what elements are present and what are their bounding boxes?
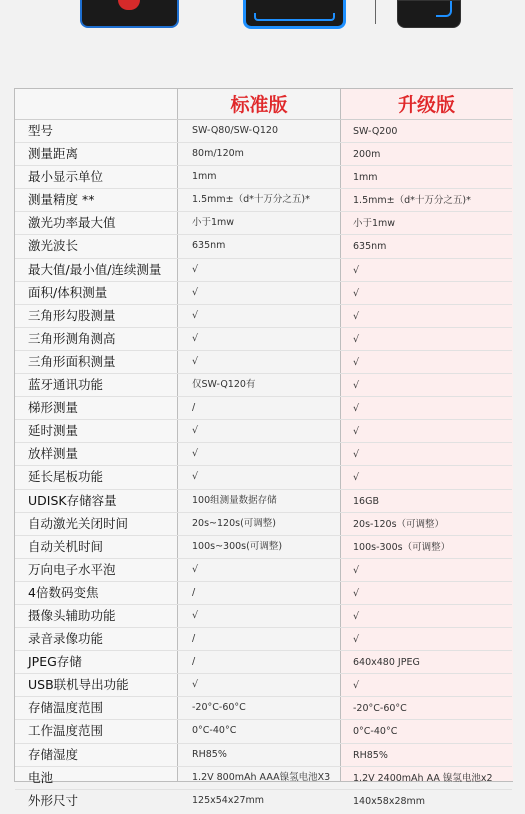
spec-row: [15, 328, 512, 351]
spec-label: 梯形测量: [28, 400, 79, 416]
standard-value: 80m/120m: [192, 148, 244, 160]
spec-label: 三角形勾股测量: [28, 307, 116, 323]
upgrade-value: √: [353, 449, 360, 461]
spec-row: [15, 536, 512, 559]
spec-label: 存储湿度: [28, 746, 79, 762]
upgrade-value: 640x480 JPEG: [353, 657, 420, 669]
spec-label: 最大值/最小值/连续测量: [28, 261, 162, 277]
standard-value: 仅SW-Q120有: [192, 379, 256, 391]
upgrade-value: 635nm: [353, 241, 387, 253]
spec-label: 万向电子水平泡: [28, 561, 116, 577]
standard-value: √: [192, 448, 199, 460]
spec-row: [15, 212, 512, 235]
spec-rows: [15, 120, 512, 812]
upgrade-value: 140x58x28mm: [353, 795, 426, 807]
spec-label: 自动激光关闭时间: [28, 515, 129, 531]
product-images-strip: [0, 0, 525, 40]
device-image-1: [80, 0, 179, 28]
upgrade-value: 20s-120s（可调整）: [353, 518, 445, 530]
standard-value: /: [192, 586, 196, 598]
standard-value: /: [192, 402, 196, 414]
upgrade-value: √: [353, 564, 360, 576]
spec-row: [15, 235, 512, 258]
standard-header: 标准版: [230, 94, 288, 116]
spec-label: 激光功率最大值: [28, 215, 116, 231]
standard-value: 小于1mw: [192, 217, 235, 229]
spec-row: [15, 559, 512, 582]
upgrade-value: 1.5mm±（d*十万分之五)*: [353, 195, 471, 207]
upgrade-value: RH85%: [353, 749, 388, 761]
upgrade-value: √: [353, 426, 360, 438]
spec-label: 面积/体积测量: [28, 284, 108, 300]
standard-value: 1.2V 800mAh AAA镍氢电池X3: [192, 771, 331, 783]
standard-value: √: [192, 355, 199, 367]
spec-label: 外形尺寸: [28, 792, 79, 808]
spec-comparison-table: [14, 88, 513, 808]
standard-value: 100s~300s(可调整): [192, 540, 283, 552]
spec-label: 三角形面积测量: [28, 353, 116, 369]
standard-value: √: [192, 425, 199, 437]
upgrade-value: √: [353, 333, 360, 345]
upgrade-value: √: [353, 310, 360, 322]
upgrade-value: 0°C-40°C: [353, 726, 398, 738]
standard-value: /: [192, 656, 196, 668]
standard-value: √: [192, 286, 199, 298]
spec-label: 工作温度范围: [28, 723, 104, 739]
upgrade-value: √: [353, 610, 360, 622]
spec-row: [15, 651, 512, 674]
spec-label: 延时测量: [28, 423, 79, 439]
standard-value: 125x54x27mm: [192, 794, 265, 806]
standard-value: -20°C-60°C: [192, 702, 246, 714]
upgrade-value: √: [353, 587, 360, 599]
spec-row: [15, 466, 512, 489]
upgrade-value: √: [353, 403, 360, 415]
upgrade-value: √: [353, 680, 360, 692]
spec-row: [15, 120, 512, 143]
spec-row: [15, 720, 512, 743]
spec-row: [15, 697, 512, 720]
spec-label: 测量距离: [28, 146, 79, 162]
upgrade-value: √: [353, 356, 360, 368]
spec-row: [15, 420, 512, 443]
spec-label: 录音录像功能: [28, 631, 104, 647]
upgrade-value: √: [353, 380, 360, 392]
standard-value: √: [192, 309, 199, 321]
spec-row: [15, 744, 512, 767]
spec-row: [15, 351, 512, 374]
spec-label: 最小显示单位: [28, 169, 104, 185]
standard-value: 1mm: [192, 171, 217, 183]
spec-row: [15, 628, 512, 651]
spec-row: [15, 790, 512, 812]
spec-row: [15, 443, 512, 466]
device-image-3: [397, 0, 461, 28]
spec-row: [15, 259, 512, 282]
spec-row: [15, 282, 512, 305]
upgrade-value: 1.2V 2400mAh AA 镍氢电池x2: [353, 772, 493, 784]
spec-label: 放样测量: [28, 446, 79, 462]
spec-label: USB联机导出功能: [28, 677, 129, 693]
standard-value: RH85%: [192, 748, 227, 760]
spec-label: 三角形测角测高: [28, 330, 116, 346]
standard-value: 0°C-40°C: [192, 725, 237, 737]
spec-row: [15, 305, 512, 328]
upgrade-value: 200m: [353, 149, 381, 161]
upgrade-value: √: [353, 634, 360, 646]
upgrade-value: 小于1mw: [353, 218, 396, 230]
standard-value: 20s~120s(可调整): [192, 517, 276, 529]
spec-label: JPEG存储: [28, 654, 82, 670]
spec-row: [15, 374, 512, 397]
spec-label: 4倍数码变焦: [28, 584, 99, 600]
spec-row: [15, 397, 512, 420]
standard-value: √: [192, 471, 199, 483]
standard-value: 1.5mm±（d*十万分之五)*: [192, 194, 310, 206]
spec-label: 存储温度范围: [28, 700, 104, 716]
spec-row: [15, 767, 512, 790]
upgrade-value: 100s-300s（可调整）: [353, 541, 451, 553]
upgrade-value: SW-Q200: [353, 126, 398, 137]
cable-line: [375, 0, 376, 24]
spec-label: 自动关机时间: [28, 538, 104, 554]
spec-label: UDISK存储容量: [28, 492, 117, 508]
spec-row: [15, 490, 512, 513]
standard-value: 100组测量数据存储: [192, 494, 277, 506]
standard-value: √: [192, 563, 199, 575]
standard-value: √: [192, 609, 199, 621]
spec-row: [15, 605, 512, 628]
spec-label: 延长尾板功能: [28, 469, 104, 485]
spec-row: [15, 189, 512, 212]
standard-value: /: [192, 633, 196, 645]
spec-label: 蓝牙通讯功能: [28, 377, 104, 393]
upgrade-value: 16GB: [353, 495, 379, 507]
spec-row: [15, 582, 512, 605]
spec-label: 型号: [28, 123, 54, 138]
standard-value: √: [192, 263, 199, 275]
upgrade-value: √: [353, 472, 360, 484]
standard-value: SW-Q80/SW-Q120: [192, 125, 279, 136]
upgrade-header: 升级版: [397, 94, 455, 116]
standard-value: √: [192, 332, 199, 344]
spec-label: 电池: [28, 769, 54, 785]
spec-label: 摄像头辅助功能: [28, 607, 116, 623]
spec-row: [15, 143, 512, 166]
spec-row: [15, 166, 512, 189]
spec-row: [15, 513, 512, 536]
standard-value: √: [192, 679, 199, 691]
upgrade-value: 1mm: [353, 172, 378, 184]
device-image-2: [243, 0, 346, 29]
standard-value: 635nm: [192, 240, 226, 252]
upgrade-value: √: [353, 287, 360, 299]
upgrade-value: √: [353, 264, 360, 276]
spec-label: 激光波长: [28, 238, 79, 254]
upgrade-value: -20°C-60°C: [353, 703, 407, 715]
spec-row: [15, 674, 512, 697]
spec-label: 测量精度 **: [28, 192, 95, 208]
